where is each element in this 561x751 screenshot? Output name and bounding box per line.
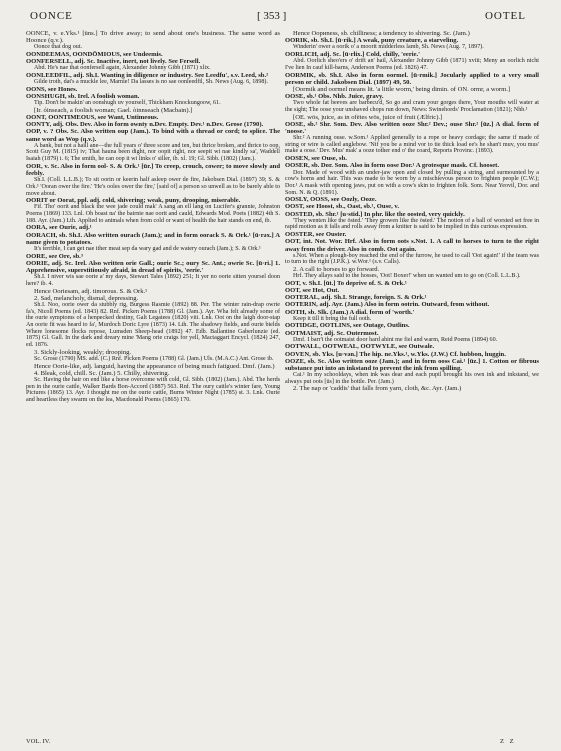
entry-paragraph: [Ir. óinseach, a foolish woman; Gael. òinnseach (Macbain).] bbox=[34, 106, 193, 114]
running-head-right: OOTEL bbox=[484, 10, 526, 22]
entry-headword-paragraph: OONDEEMAS, OONDŌMIOUS, see Undeemis. bbox=[26, 51, 163, 59]
entry-headword-paragraph: OOVEN, sb. Yks. [u·vən.] The hip. ne.Yks.¹, w.Yks. (J.W.) Cf. hubbon, huggin. bbox=[285, 350, 506, 358]
entry-headword-paragraph: OOSEN, see Ouse, sb. bbox=[285, 155, 347, 163]
entry-paragraph: Hence Ooriesam, adj. timorous. S. & Ork.¹ bbox=[34, 287, 148, 295]
entry-headword-paragraph: OORA, see Ourie, adj.¹ bbox=[26, 224, 92, 232]
entry-headword-paragraph: OONS, see Hones. bbox=[26, 85, 78, 93]
entry-headword-paragraph: OONLEEDFIL, adj. Sh.I. Wanting in diligence or industry. See Leedfu', s.v. Leed, sb.² bbox=[26, 72, 269, 80]
citation-paragraph: Abd. He's nae that oonfersell again, Alexander Johnny Gibb (1871) xlix. bbox=[34, 65, 211, 72]
citation-paragraph: Oonce that dog out. bbox=[34, 44, 83, 51]
entry-headword-paragraph: OORIT or Oorat, ppl. adj. cold, shivering; weak, puny, drooping, miserable. bbox=[26, 197, 241, 205]
entry-headword-paragraph: OOP, v. ? Obs. Sc. Also written oup (Jam.). To bind with a thread or cord; to splice. The same word as Wop (q.v.). bbox=[26, 128, 280, 143]
entry-headword-paragraph: OOST, see Hoost, sb., Oast, sb.¹, Ouse, v. bbox=[285, 203, 399, 211]
right-column bbox=[285, 30, 539, 742]
left-column bbox=[26, 30, 280, 742]
entry-paragraph: Hence Oorie-like, adj. languid, having the appearance of being much fatigued. Dmf. (Jam.) bbox=[34, 362, 275, 370]
entry-headword-paragraph: OONFERSELL, adj. Sc. Inactive, inert, not lively. See Fersell. bbox=[26, 58, 201, 66]
citation-paragraph: A bank, but not a haill ane—the full years o' three score and ten, but thrice broken, and thrice to oop, Scott Guy M. (1815) iv; That hauna been dight, nor oopit right, nor seepit wi nae kindly sa', Waddell Isaiah (1879) i. 6; The smith, he can oop it wi links o' siller, ib. xl. 19; Gl. Sibb. (1802) (Jam.). bbox=[26, 142, 280, 163]
running-head-left: OONCE bbox=[30, 10, 73, 22]
page-header bbox=[0, 10, 561, 26]
entry-headword-paragraph: OORACH, sb. Sh.I. Also written ourach (Jam.); and in form oorack S. & Ork.¹ [ū·rəx.] A name given to potatoes. bbox=[26, 231, 280, 246]
entry-headword-paragraph: OOSTER, see Ouster. bbox=[285, 231, 347, 239]
entry-headword-paragraph: OONTY, adj. Obs. Dev. Also in form ownty n.Dev. Empty. Dev.¹ n.Dev. Grose (1790). bbox=[26, 121, 264, 129]
entry-headword-paragraph: OONSHUGH, sb. Irel. A foolish woman. bbox=[26, 93, 140, 101]
entry-headword-paragraph: OOTERAL, adj. Sh.I. Strange, foreign. S. & Ork.¹ bbox=[285, 294, 427, 302]
entry-headword-paragraph: OOSE, sb.¹ Obs. Nhb. Juice, gravy. bbox=[285, 93, 384, 101]
entry-headword-paragraph: OOSE, sb.² Shr. Som. Dev. Also written ooze Shr.² Dev.; ouse Shr.² [ūz.] A dial. form of 'noose.' bbox=[285, 120, 539, 135]
entry-paragraph: OONCE, v. e.Yks.¹ [ūns.] To drive away; to send about one's business. The same word as Hoonce (q.v.). bbox=[26, 30, 280, 45]
entry-headword-paragraph: OOT, int. Not. Wor. Hrf. Also in form oots s.Not. 1. A call to horses to turn to the right away from the driver. Also in comb. Oot again. bbox=[285, 238, 539, 253]
citation-paragraph: Dmf. I barr't the ootmaist door hard ahint me fiel and warm, Reid Poems (1894) 60. bbox=[293, 336, 498, 343]
entry-paragraph: [OE. wōs, juice, as in ofētes wōs, juice of fruit (Ælfric).] bbox=[293, 113, 443, 121]
citation-paragraph: Sc. Having the hair on end like a horse overcome with cold, Gl. Sibb. (1802) (Jam.). Abd. The herds pen in the ourie cattle, Walker Bards Bon-Accord (1887) 563. Rnf. The oury cattle's winter fare, Young Pictures (1865) 13. Ayr. I thought me on the ourie cattle, Burns Winter Night (1785) st. 3. Lnk. Ourie and heartless they swarm on the lea, Macdonald Poems (1865) 170. bbox=[26, 376, 280, 404]
citation-paragraph: Winderin' ower a oorik o' a moorit midderless lamb, Sh. News (Aug. 7, 1897). bbox=[293, 44, 484, 51]
citation-paragraph: Abd. Oorlich sheo'ers o' drift an' hail, Alexander Johnny Gibb (1871) xviii; Meny an oorlich nicht I've lien In cauf kill-barns, Anderson Poems (ed. 1826) 47. bbox=[285, 58, 539, 71]
entry-headword-paragraph: OOTWALL, OOTWEAL, OOTWYLE, see Outwale. bbox=[285, 343, 435, 351]
citation-paragraph: Sh.I. Noo, oorie ower da stubbly rig, Burgess Rasmie (1892) 88. Per. The winter rain-drap owrie fa's, Nicoll Poems (ed. 1843) 82. Rnf. Picken Poems (1788) Gl. (Jam.). Ayr. Wha felt already some of the ourie symptoms of a henpecked destiny, Galt Legatees (1820) viii. Lnk. Oot on the laigh door-stap An oorie fit was heard to fa', Murdoch Doric Lyre (1873) 14. Lth. The shadowy fields, and ourie bields Where lonesome flocks repose, Lumsden Sheep-head (1892) 47. Edb. Ballantine Gaberlunzie (ed. 1875) Gl. Gall. In the dark and dreary mine 'Mang orie craigs for yell, Mactaggart Encycl. (1824) 247, ed. 1876. bbox=[26, 301, 280, 349]
citation-paragraph: Cai.¹ In my schooldays, when ink was dear and each pupil brought his own ink and inkstand, we always put oots [ūs] in the bottle. Per. (Jam.) bbox=[285, 372, 539, 385]
entry-headword-paragraph: OOSER, sb. Dor. Som. Also in form oose Dor.¹ A grotesque mask. Cf. hooset. bbox=[285, 162, 500, 170]
entry-paragraph: 2. A call to horses to go forward. bbox=[293, 266, 380, 274]
signature-mark: Z Z bbox=[500, 738, 516, 745]
entry-headword-paragraph: OOTMAIST, adj. Sc. Outermost. bbox=[285, 329, 379, 337]
entry-headword-paragraph: OOTH, sb. Slk. (Jam.) A dial. form of 'worth.' bbox=[285, 308, 415, 316]
entry-paragraph: 3. Sickly-looking, weakly; drooping. bbox=[34, 348, 132, 356]
entry-headword-paragraph: OOR, v. Sc. Also in form ool- S. & Ork.¹ [ūr.] To creep, crouch, cower; to move slowly and feebly. bbox=[26, 162, 280, 177]
citation-paragraph: Sh.I. I niver wis sae oorie a' my days, Stewart Tales (1892) 251; It yer no oorie sitten yoursel doon here? ib. 4. bbox=[26, 274, 280, 287]
citation-paragraph: It's terrible, I can get nae ither meat sep da wary gad and de watery ourach (Jam.); S. & Ork.¹ bbox=[34, 245, 261, 252]
entry-headword-paragraph: OOT, v. Sh.I. [ūt.] To deprive of. S. & Ork.¹ bbox=[285, 279, 407, 287]
citation-paragraph: Shr.² A running ouse. w.Som.¹ Applied generally to a rope or heavy cordage; the same if made of string or wire is called anglebow. 'Nif you be a mind vor to tie thick load ee's he shan't muv, you mus' make a oose.' Dev. Mus' mak' a ooze tother end o' the coard, Reports Provinc. (1893). bbox=[285, 135, 539, 155]
entry-headword-paragraph: OORMIK, sb. Sh.I. Also in form oormel. [ū·rmik.] Jocularly applied to a very small person or child. Jakobsen Dial. (1897) 49, 50. bbox=[285, 71, 539, 86]
citation-paragraph: Two whole fat beeves are barbecu'd, So go and cram your gorges there, Your mouths will water at the sight; The oose your unshaved chops run down, News: Swinehords' Proclamation (1821); Nhb.¹ bbox=[285, 100, 539, 113]
entry-headword-paragraph: OOTERIN, adj. Ayr. (Jam.) Also in form ootrin. Outward, from without. bbox=[285, 301, 490, 309]
entry-headword-paragraph: OORIE, adj. Sc. Irel. Also written orie Gall.; ourie Sc.; oury Sc. Ant.; owrie Sc. [ū·ri.] 1. Apprehensive, superstitiously afraid, in dread of spirits, 'eerie.' bbox=[26, 259, 280, 274]
citation-paragraph: Keep it till it bring the full ooth. bbox=[293, 315, 372, 322]
entry-headword-paragraph: OOT, see Hot, Out. bbox=[285, 287, 340, 295]
entry-paragraph: Hence Oориness, sb. chilliness; a tendency to shivering. Sc. (Jam.) bbox=[293, 30, 470, 37]
citation-paragraph: Hrf. They allays said to the hosses, 'Oot! Boxer!' when un wanted um to go on (Coll. L.L.B.). bbox=[293, 273, 521, 280]
volume-label: VOL. IV. bbox=[26, 738, 51, 745]
entry-paragraph: 2. Sad, melancholy, dismal, depressing. bbox=[34, 294, 139, 302]
entry-headword-paragraph: OOSLY, OOSS, see Oozly, Ooze. bbox=[285, 196, 377, 204]
entry-paragraph: 2. The nap or 'caddis' that falls from yarn, cloth, &c. Ayr. (Jam.) bbox=[293, 385, 462, 393]
entry-headword-paragraph: OORE, see Ore, sb.³ bbox=[26, 252, 83, 260]
citation-paragraph: Dor. Made of wood with an under-jaw open and closed by pulling a string, and surmounted by a cow's horns and hair. This was made to be worn by a mischievous person to frighten people (C.W.); Dor.¹ A mask with opening jaws, put on with a cow's skin to frighten folk. Som. Near Yeovil, Dor. and Som. N. & Q. (1891). bbox=[285, 169, 539, 196]
citation-paragraph: Sh.I. (Coll. L.L.B.); To sit oorin or keerin half asleep ower de fire, Jakobsen Dial. (1897) 39; S. & Ork.¹ 'Ooran ower the fire.' 'He's ooles ower the fire,' [said of] a person so unwell as to be barely able to move about. bbox=[26, 177, 280, 197]
citation-paragraph: 'They wenten like the ōsted.' 'They growen like the ōsted.' The notion of a ball of worsted set free in rapid motion as it falls and rolls away from a knitter is said to be implied in this curious expression. bbox=[285, 217, 539, 231]
entry-headword-paragraph: OOSTED, sb. Shr.¹ [u·stid.] In phr. like the oosted, very quickly. bbox=[285, 210, 465, 218]
citation-paragraph: Sc. Grose (1790) MS. add. (C.) Rnf. Picken Poems (1788) Gl. (Jam.) Uls. (M.A.C.) Ant. Grose ib. bbox=[34, 355, 274, 362]
entry-headword-paragraph: OORIK, sb. Sh.I. [ū·rik.] A weak, puny creature, a starveling. bbox=[285, 37, 459, 45]
citation-paragraph: Tip. Don't be makin' an oonshugh uv yourself, Thickham Knockungoow, 61. bbox=[34, 100, 221, 107]
entry-paragraph: [Oormik and oormel means lit. 'a little worm,' being dimin. of ON. ormr, a worm.] bbox=[293, 85, 511, 93]
page-number: [ 353 ] bbox=[257, 10, 287, 22]
entry-headword-paragraph: OOZE, sb. Sc. Also written ooze (Jam.); and in form ooss Cai.¹ [ūz.] 1. Cotton or fibrous substance put into an inkstand to prevent the ink from spilling. bbox=[285, 357, 539, 372]
citation-paragraph: s.Not. When a plough-boy reached the end of the furrow, he used to call 'Oot again!' if the team was to turn to the right (J.P.K.). w.Wor.¹ (s.v. Calls). bbox=[285, 252, 539, 266]
entry-paragraph: 4. Bleak, cold, chill. Sc. (Jam.) 5. Chilly, shivering. bbox=[34, 369, 170, 377]
entry-headword-paragraph: OORLICH, adj. Sc. [ū·rlix.] Cold, chilly, 'eerie.' bbox=[285, 51, 420, 59]
entry-headword-paragraph: OOTIDGE, OOTLINS, see Outage, Outlins. bbox=[285, 322, 410, 330]
citation-paragraph: Gilde troth, dat's a muckle lee, Marnie! Da lasses is no sae oonleedfil, Sh. News (Aug. 6, 1898). bbox=[34, 79, 268, 86]
citation-paragraph: Fif. Tho' oorit and black the wee jade could mak' A sang an ell lang on Lucifer's grannie, Johnston Poems (1869) 133. Lnl. Oh boast na' the bairnie nae oorit and cauld, Edwards Mod. Poets (1882) 4th S. 188. Ayr. (Jam.) Lth. Applied to animals when from cold or want of health the hair stands on end, ib. bbox=[26, 204, 280, 224]
entry-headword-paragraph: OONT, OONTIMEOUS, see Want, Untimeous. bbox=[26, 114, 159, 122]
